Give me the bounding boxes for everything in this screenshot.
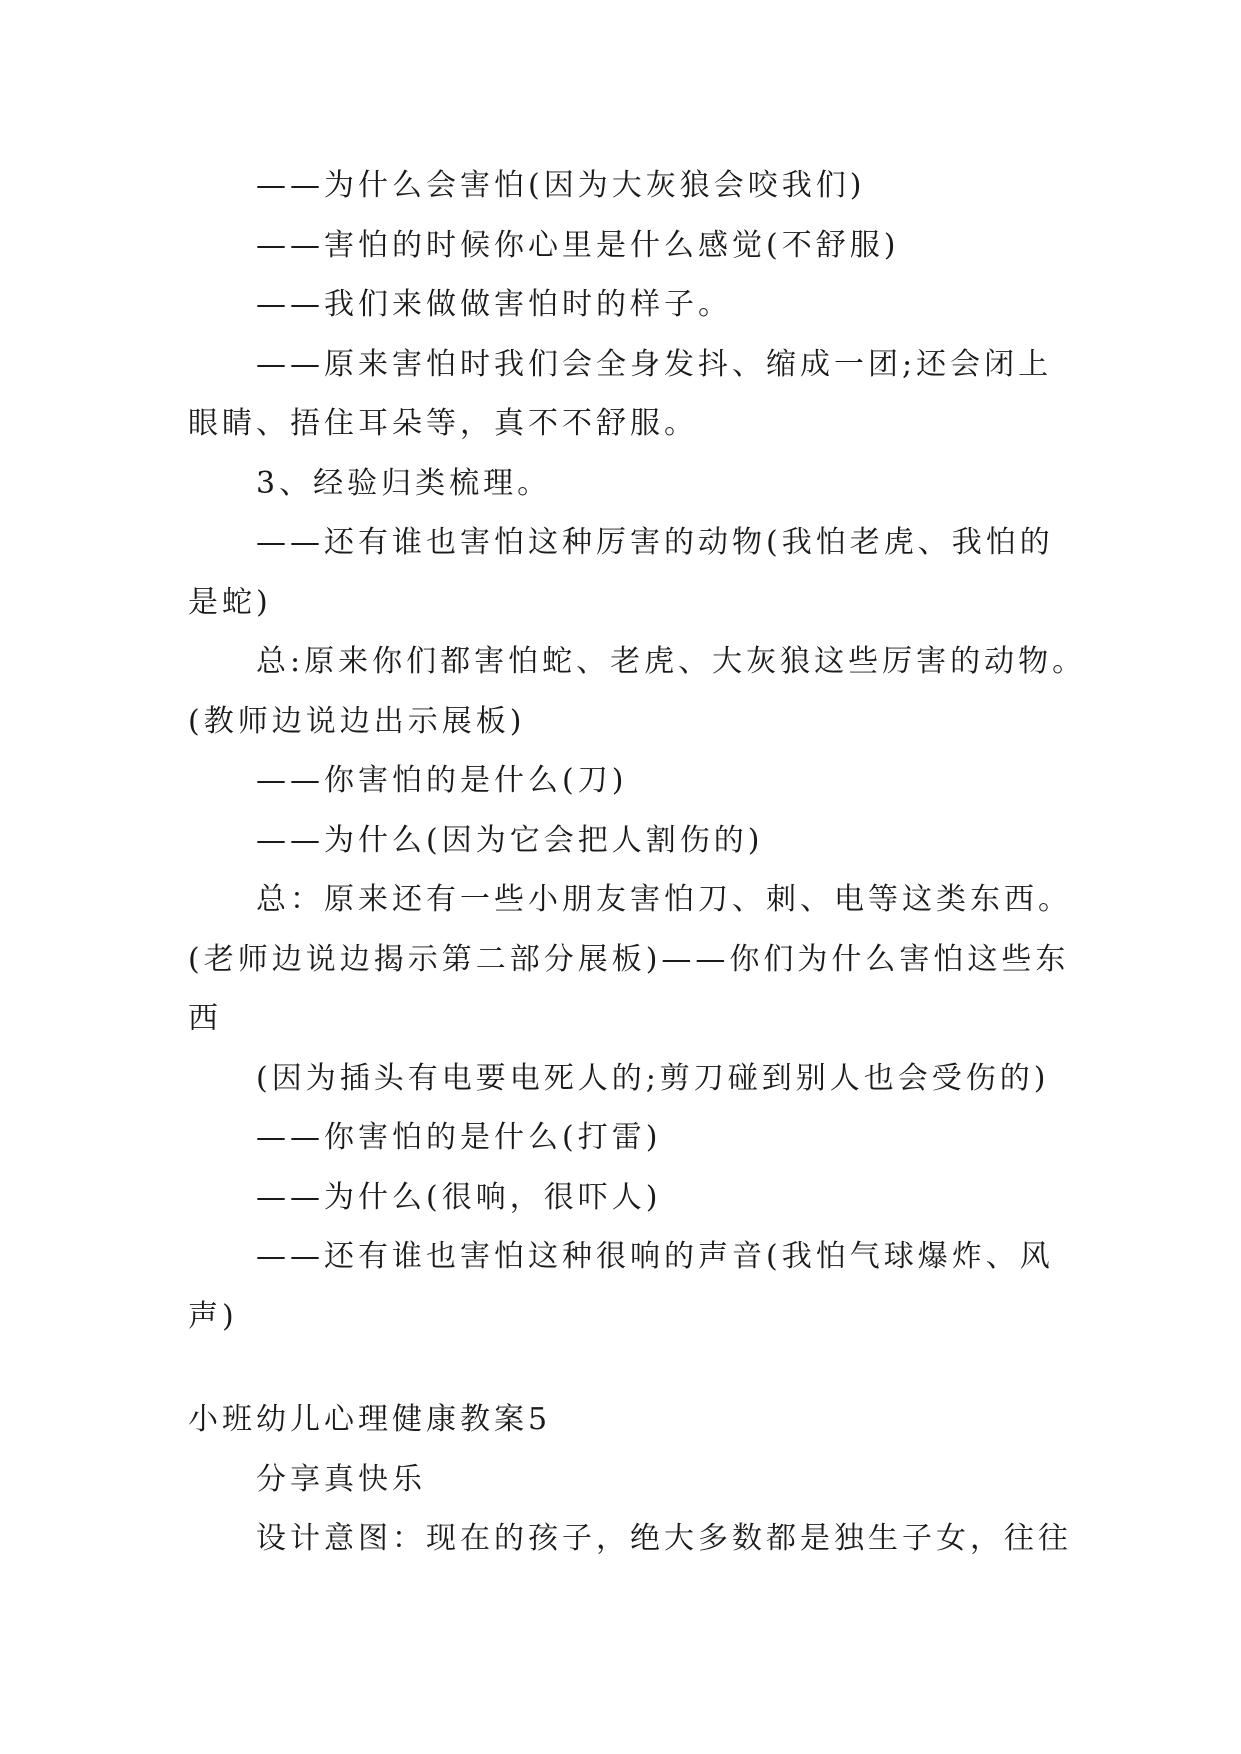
text-line: 总:原来你们都害怕蛇、老虎、大灰狼这些厉害的动物。 xyxy=(256,644,1087,679)
text-line: (因为插头有电要电死人的;剪刀碰到别人也会受伤的) xyxy=(256,1061,1050,1096)
text-line: ——还有谁也害怕这种很响的声音(我怕气球爆炸、风 xyxy=(256,1239,1054,1274)
text-line: ——我们来做做害怕时的样子。 xyxy=(256,287,732,322)
text-line: ——你害怕的是什么(刀) xyxy=(256,763,628,798)
text-line: ——你害怕的是什么(打雷) xyxy=(256,1120,662,1155)
text-line: 是蛇) xyxy=(188,585,272,620)
text-line: ——为什么(很响，很吓人) xyxy=(256,1180,662,1215)
text-line: ——为什么会害怕(因为大灰狼会咬我们) xyxy=(256,168,866,203)
text-line: ——为什么(因为它会把人割伤的) xyxy=(256,823,764,858)
subsection-title: 分享真快乐 xyxy=(256,1462,426,1497)
text-line: 西 xyxy=(188,1001,222,1036)
text-line: (教师边说边出示展板) xyxy=(188,704,526,739)
text-line: ——害怕的时候你心里是什么感觉(不舒服) xyxy=(256,228,900,263)
section-heading: 小班幼儿心理健康教案5 xyxy=(188,1402,552,1437)
text-line: 3、经验归类梳理。 xyxy=(256,466,552,501)
text-line: 总：原来还有一些小朋友害怕刀、刺、电等这类东西。 xyxy=(256,882,1072,917)
text-line: (老师边说边揭示第二部分展板)——你们为什么害怕这些东 xyxy=(188,942,1070,977)
text-line: 眼睛、捂住耳朵等，真不不舒服。 xyxy=(188,406,698,441)
text-line: 设计意图：现在的孩子，绝大多数都是独生子女，往往 xyxy=(256,1521,1072,1556)
text-line: ——原来害怕时我们会全身发抖、缩成一团;还会闭上 xyxy=(256,347,1053,382)
text-line: 声) xyxy=(188,1299,238,1334)
text-line: ——还有谁也害怕这种厉害的动物(我怕老虎、我怕的 xyxy=(256,525,1054,560)
